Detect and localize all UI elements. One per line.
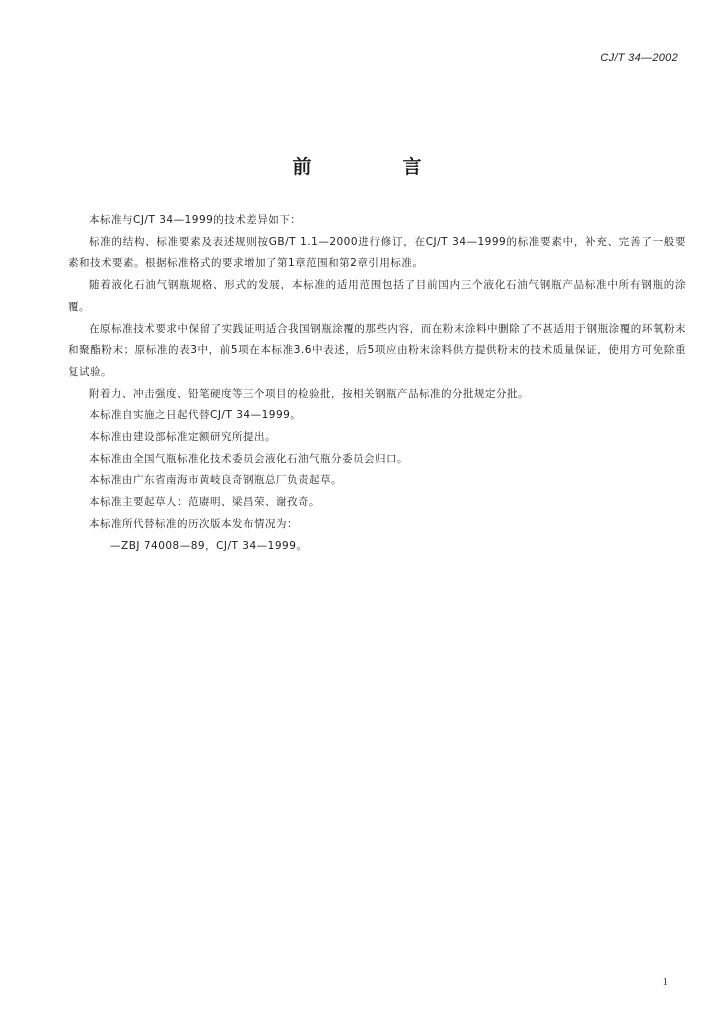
page-number: 1: [662, 976, 668, 988]
paragraph: 随着液化石油气钢瓶规格、形式的发展，本标准的适用范围包括了目前国内三个液化石油气钢瓶产品标准中所有钢瓶的涂覆。: [68, 279, 686, 313]
paragraph: 附着力、冲击强度、铅笔硬度等三个项目的检验批，按相关钢瓶产品标准的分批规定分批。: [89, 387, 529, 400]
paragraph: 本标准与CJ/T 34—1999的技术差异如下：: [89, 214, 302, 226]
superseded-editions: —ZBJ 74008—89，CJ/T 34—1999。: [110, 539, 308, 552]
paragraph: 本标准自实施之日起代替CJ/T 34—1999。: [89, 409, 302, 422]
paragraph: 本标准所代替标准的历次版本发布情况为：: [89, 517, 298, 530]
paragraph: 标准的结构、标准要素及表述规则按GB/T 1.1—2000进行修订，在CJ/T 34—1999的标准要素中，补充、完善了一般要素和技术要素。根据标准格式的要求增加了第1章范围和第2章引用标准。: [68, 235, 686, 270]
paragraph: 本标准由全国气瓶标准化技术委员会液化石油气瓶分委员会归口。: [89, 452, 408, 465]
paragraph: 在原标准技术要求中保留了实践证明适合我国钢瓶涂覆的那些内容，而在粉末涂料中删除了不甚适用于钢瓶涂覆的环氧粉末和聚酯粉末；原标准的表3中，前5项在本标准3.6中表述，后5项应由粉末涂料供方提供粉末的技术质量保证，使用方可免除重复试验。: [68, 322, 686, 378]
page-title: 前 言: [292, 156, 458, 178]
standard-code: CJ/T 34—2002: [600, 52, 678, 64]
paragraph: 本标准由建设部标准定额研究所提出。: [89, 431, 276, 444]
paragraph: 本标准由广东省南海市黄岐良奇钢瓶总厂负责起草。: [89, 474, 342, 487]
foreword-body: [68, 210, 686, 557]
paragraph: 本标准主要起草人：范赓明、梁昌荣、谢孜奇。: [89, 496, 320, 509]
